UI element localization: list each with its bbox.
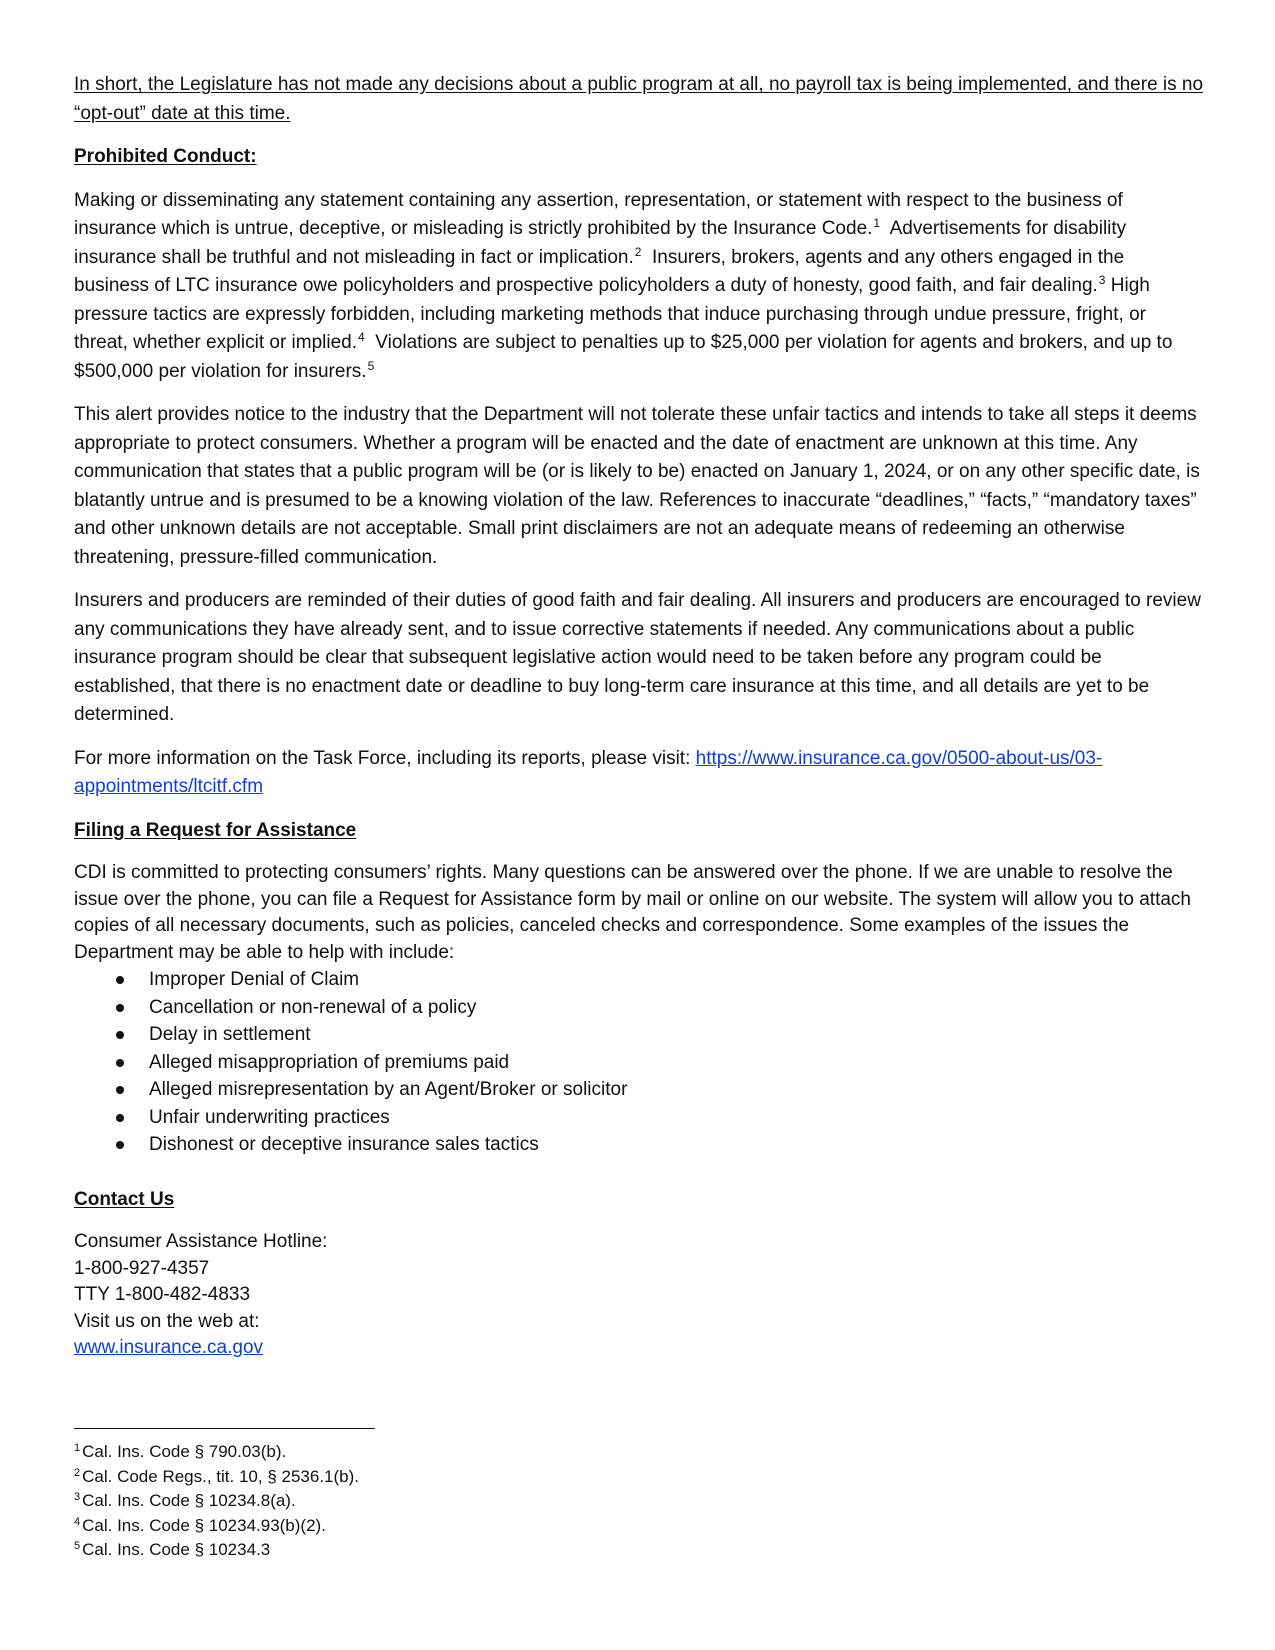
- footnote-number: 3: [74, 1491, 81, 1503]
- footnote-ref-3[interactable]: 3: [1098, 273, 1106, 287]
- prohibited-conduct-paragraph: [74, 187, 1204, 387]
- bullet-icon: [116, 1086, 124, 1094]
- footnote-number: 4: [74, 1515, 81, 1528]
- issues-list: [74, 966, 1204, 1159]
- footnote-text: Cal. Ins. Code § 10234.8(a).: [82, 1491, 296, 1510]
- bullet-icon: [116, 1141, 124, 1149]
- list-item-text: Improper Denial of Claim: [149, 969, 360, 990]
- tty-phone: TTY 1-800-482-4833: [74, 1284, 251, 1305]
- footnotes: [74, 1440, 359, 1563]
- footnote: [74, 1538, 359, 1563]
- hotline-label: Consumer Assistance Hotline:: [74, 1231, 328, 1252]
- footnote-number: 2: [74, 1466, 81, 1479]
- intro-paragraph: In short, the Legislature has not made any decisions about a public program at all, no payroll tax is being implemented, and there is no “opt-out” date at this time.: [74, 74, 1204, 124]
- bullet-icon: [116, 976, 124, 984]
- list-item-text: Unfair underwriting practices: [149, 1106, 390, 1128]
- footnote: [74, 1465, 359, 1490]
- list-item: [74, 966, 1204, 994]
- document-body: [74, 71, 1204, 1362]
- bullet-icon: [116, 1114, 124, 1122]
- footnote-ref-5[interactable]: 5: [367, 358, 375, 373]
- website-link[interactable]: www.insurance.ca.gov: [74, 1337, 264, 1358]
- prohibited-sentence-5: Violations are subject to penalties up to $25,000 per violation for agents and brokers, and up to $500,000 per violation for insurers.: [74, 332, 1173, 382]
- footnote: [74, 1489, 359, 1514]
- footnote-number: 1: [74, 1442, 81, 1454]
- footnote-text: Cal. Ins. Code § 790.03(b).: [82, 1442, 287, 1461]
- bullet-icon: [116, 1031, 124, 1039]
- prohibited-sentence-1: Making or disseminating any statement containing any assertion, representation, or statement with respect to the business of insurance which is untrue, deceptive, or misleading is strictly prohibited by the Insurance Code.: [74, 189, 1123, 239]
- duties-paragraph: Insurers and producers are reminded of their duties of good faith and fair dealing. All insurers and producers are encouraged to review any communications they have already sent, and to issue corrective statements if needed. Any communications about a public insurance program should be clear that subsequent legislative action would need to be taken before any program could be established, that there is no enactment date or deadline to buy long-term care insurance at this time, and all details are yet to be determined.: [74, 590, 1201, 725]
- footnote: [74, 1440, 359, 1465]
- alert-paragraph: This alert provides notice to the industry that the Department will not tolerate these unfair tactics and intends to take all steps it deems appropriate to protect consumers. Whether a program will be enacted and the date of enactment are unknown at this time. Any communication that states that a public program will be (or is likely to be) enacted on January 1, 2024, or on any other specific date, is blatantly untrue and is presumed to be a knowing violation of the law. References to inaccurate “deadlines,” “facts,” “mandatory taxes” and other unknown details are not acceptable. Small print disclaimers are not an adequate means of redeeming an otherwise threatening, pressure-filled communication.: [74, 404, 1200, 568]
- list-item-text: Delay in settlement: [149, 1024, 311, 1045]
- list-item: [74, 1076, 1204, 1104]
- footnote-number: 5: [74, 1540, 81, 1552]
- list-item-text: Dishonest or deceptive insurance sales tactics: [149, 1134, 539, 1155]
- footnote: [74, 1514, 359, 1539]
- prohibited-sentence-3: Insurers, brokers, agents and any others engaged in the business of LTC insurance owe policyholders and prospective policyholders a duty of honesty, good faith, and fair dealing.: [74, 246, 1125, 296]
- list-item-text: Cancellation or non-renewal of a policy: [149, 996, 477, 1018]
- more-info-text: For more information on the Task Force, including its reports, please visit:: [74, 747, 696, 769]
- contact-block: [74, 1229, 1204, 1362]
- bullet-icon: [116, 1004, 124, 1012]
- assistance-heading: Filing a Request for Assistance: [74, 819, 357, 841]
- list-item: [74, 1104, 1204, 1132]
- list-item-text: Alleged misrepresentation by an Agent/Broker or solicitor: [149, 1079, 628, 1100]
- hotline-phone: 1-800-927-4357: [74, 1257, 210, 1279]
- list-item: [74, 1021, 1204, 1049]
- footnote-text: Cal. Ins. Code § 10234.93(b)(2).: [82, 1515, 326, 1535]
- prohibited-sentence-2: Advertisements for disability insurance shall be truthful and not misleading in fact or implication.: [74, 218, 1127, 268]
- footnote-text: Cal. Ins. Code § 10234.3: [82, 1540, 271, 1559]
- assistance-paragraph: CDI is committed to protecting consumers’ rights. Many questions can be answered over the phone. If we are unable to resolve the issue over the phone, you can file a Request for Assistance form by mail or online on our website. The system will allow you to attach copies of all necessary documents, such as policies, canceled checks and correspondence. Some examples of the issues the Department may be able to help with include:: [74, 862, 1191, 963]
- list-item: [74, 994, 1204, 1022]
- contact-heading: Contact Us: [74, 1188, 175, 1210]
- footnote-ref-4[interactable]: 4: [358, 330, 365, 344]
- footnote-ref-1[interactable]: 1: [873, 216, 881, 230]
- prohibited-conduct-heading: Prohibited Conduct:: [74, 146, 257, 167]
- prohibited-sentence-4: High pressure tactics are expressly forbidden, including marketing methods that induce purchasing through undue pressure, fright, or threat, whether explicit or implied.: [74, 275, 1150, 353]
- more-info-paragraph: [74, 745, 1204, 802]
- list-item-text: Alleged misappropriation of premiums paid: [149, 1051, 510, 1073]
- footnote-ref-2[interactable]: 2: [634, 244, 642, 259]
- task-force-link[interactable]: https://www.insurance.ca.gov/0500-about-us/03-appointments/ltcitf.cfm: [74, 747, 1103, 797]
- footnote-separator: [74, 1428, 375, 1429]
- web-label: Visit us on the web at:: [74, 1310, 260, 1332]
- list-item: [74, 1049, 1204, 1077]
- list-item: [74, 1131, 1204, 1159]
- bullet-icon: [116, 1059, 124, 1067]
- footnote-text: Cal. Code Regs., tit. 10, § 2536.1(b).: [82, 1466, 359, 1486]
